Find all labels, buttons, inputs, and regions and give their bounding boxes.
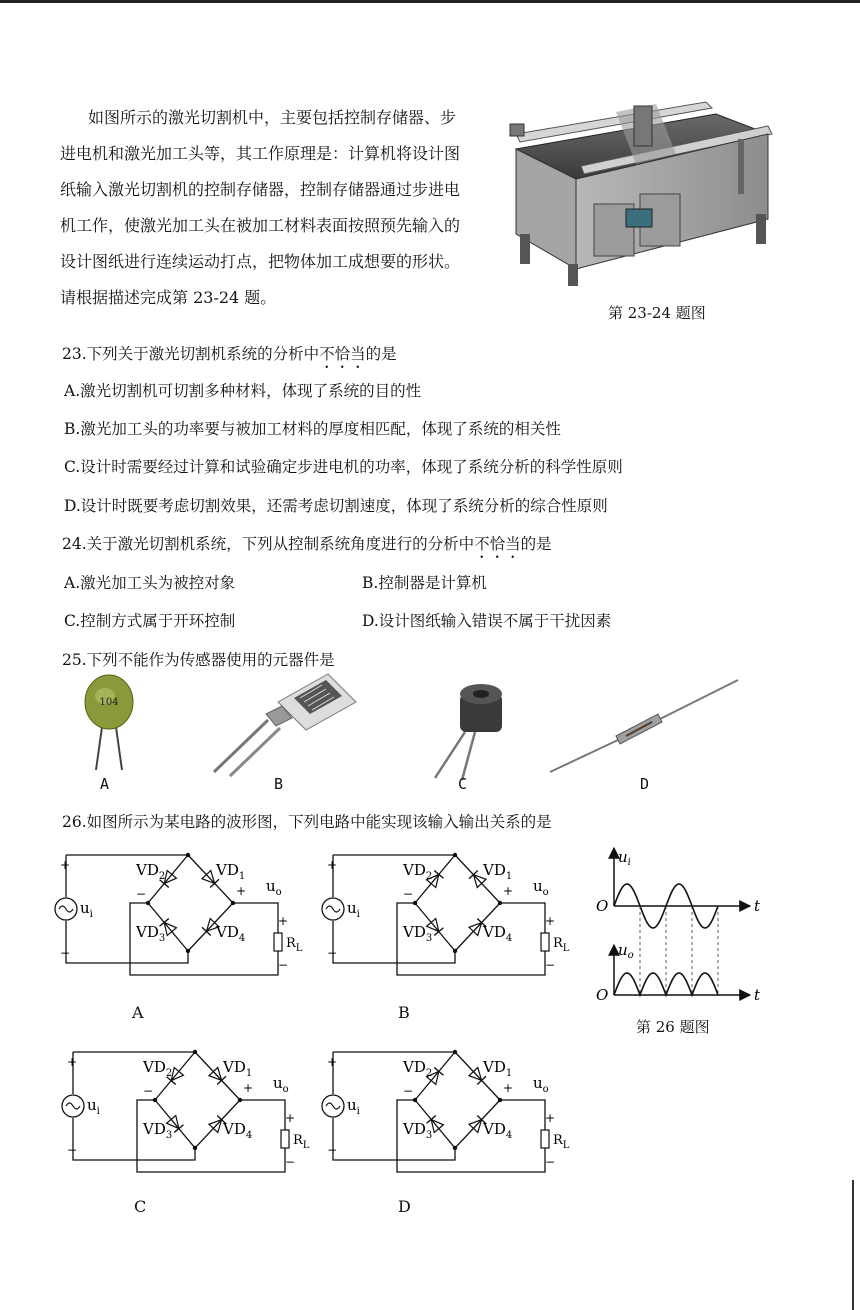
intro-line: 设计图纸进行连续运动打点，把物体加工成想要的形状。 [60,252,461,271]
label-rl: $R_L$ [553,936,570,954]
reed-switch-image [548,676,740,776]
bridge-minus: − [403,1084,414,1098]
node-dot [186,853,190,857]
load-resistor [281,1130,289,1148]
label-vd2: $VD_2$ [136,861,166,882]
node-dot [238,1098,242,1102]
source-plus: + [327,1055,338,1069]
label-vd1: $VD_1$ [483,1058,513,1079]
node-dot [146,901,150,905]
bridge-plus: + [243,1081,254,1095]
q24-option-c: C.控制方式属于开环控制 [64,612,236,630]
output-minus: − [285,1155,296,1169]
output-plus: + [545,1111,556,1125]
q25-label-b: B [274,775,284,793]
source-minus: − [60,946,71,960]
bridge-minus: − [143,1084,154,1098]
intro-line: 请根据描述完成第 23-24 题。 [60,288,277,307]
label-vd4: $VD_4$ [483,923,513,944]
label-rl: $R_L$ [286,936,303,954]
node-dot [498,901,502,905]
question-25-stem: 25.下列不能作为传感器使用的元器件是 [62,651,335,669]
node-dot [193,1050,197,1054]
intro-line: 机工作，使激光加工头在被加工材料表面按照预先输入的 [60,216,461,235]
node-dot [453,853,457,857]
wave-origin-bottom: O [596,986,609,1004]
q25-label-d: D [640,775,650,793]
label-vd1: $VD_1$ [483,861,513,882]
bridge-plus: + [236,884,247,898]
ceramic-capacitor-image [74,672,144,772]
diode-vd2-bar [434,871,443,879]
circuit-a [38,845,303,985]
q26-label-a: A [132,1003,144,1022]
label-vd3: $VD_3$ [403,923,433,944]
bridge-minus: − [403,887,414,901]
label-rl: $R_L$ [553,1133,570,1151]
label-vd4: $VD_4$ [223,1120,253,1141]
label-vd3: $VD_3$ [136,923,166,944]
node-dot [153,1098,157,1102]
wave-ui-label: $u_i$ [618,848,631,868]
node-dot [413,901,417,905]
q26-label-c: C [134,1197,147,1216]
label-vd2: $VD_2$ [403,1058,433,1079]
output-minus: − [545,1155,556,1169]
q23-stem-emphasis: 不恰当 [319,345,366,363]
page-top-border [0,0,860,3]
q24-stem-emphasis: 不恰当 [474,535,521,553]
label-vd4: $VD_4$ [216,923,246,944]
intro-line: 如图所示的激光切割机中，主要包括控制存储器、步 [88,108,457,127]
wire-out-top [500,903,545,933]
wire-out-top [500,1100,545,1130]
question-26-stem: 26.如图所示为某电路的波形图，下列电路中能实现该输入输出关系的是 [62,813,552,831]
load-resistor [274,933,282,951]
laser-cutter-photo [506,94,776,289]
wire-src-bottom [66,921,188,963]
figure-caption-23-24: 第 23-24 题图 [608,304,706,322]
source-minus: − [67,1143,78,1157]
question-24-stem [62,532,552,562]
q23-stem-post: 的是 [365,345,397,363]
diode-vd3-bar [174,1125,183,1133]
humidity-sensor-image [208,672,358,777]
label-uo: $u_o$ [266,877,282,898]
q26-label-b: B [398,1003,410,1022]
label-ui: $u_i$ [80,899,93,920]
intro-line: 纸输入激光切割机的控制存储器，控制存储器通过步进电 [60,180,461,199]
q24-option-a: A.激光加工头为被控对象 [64,574,236,592]
wave-origin-top: O [596,897,609,915]
label-vd1: $VD_1$ [223,1058,253,1079]
label-uo: $u_o$ [273,1074,289,1095]
wave-uo-label: $u_o$ [618,941,634,961]
source-plus: + [60,858,71,872]
q23-option-b: B.激光加工头的功率要与被加工材料的厚度相匹配，体现了系统的相关性 [64,420,561,438]
q23-option-d: D.设计时既要考虑切割效果，还需考虑切割速度，体现了系统分析的综合性原则 [64,497,608,515]
node-dot [193,1146,197,1150]
wave-t-bottom: t [754,986,761,1004]
q24-option-d: D.设计图纸输入错误不属于干扰因素 [362,612,612,630]
diode-vd3-bar [160,919,169,927]
label-rl: $R_L$ [293,1133,310,1151]
circuit-c [45,1042,310,1182]
intro-paragraph [60,100,500,316]
label-ui: $u_i$ [347,899,360,920]
q23-stem-pre: 23.下列关于激光切割机系统的分析中 [62,345,320,363]
label-ui: $u_i$ [87,1096,100,1117]
q24-stem-pre: 24.关于激光切割机系统，下列从控制系统角度进行的分析中 [62,535,475,553]
source-minus: − [327,1143,338,1157]
label-vd2: $VD_2$ [143,1058,173,1079]
figure-caption-26: 第 26 题图 [636,1018,710,1036]
photo-sensor-image [420,672,510,782]
label-uo: $u_o$ [533,877,549,898]
circuit-b [305,845,570,985]
load-resistor [541,933,549,951]
node-dot [186,949,190,953]
label-vd4: $VD_4$ [483,1120,513,1141]
question-23-stem [62,342,397,372]
circuit-d [305,1042,570,1182]
q23-option-a: A.激光切割机可切割多种材料，体现了系统的目的性 [64,382,422,400]
bridge-plus: + [503,1081,514,1095]
intro-line: 进电机和激光加工头等，其工作原理是：计算机将设计图 [60,144,461,163]
output-plus: + [285,1111,296,1125]
diode-vd3-bar [427,1116,436,1124]
label-vd1: $VD_1$ [216,861,246,882]
source-plus: + [67,1055,78,1069]
wire-src-bottom [333,1118,455,1160]
wave-t-top: t [754,897,761,915]
wire-out-top [233,903,278,933]
label-ui: $u_i$ [347,1096,360,1117]
source-minus: − [327,946,338,960]
waveform-figure [588,840,778,1015]
q25-label-a: A [100,775,110,793]
source-plus: + [327,858,338,872]
output-minus: − [545,958,556,972]
q24-option-b: B.控制器是计算机 [362,574,487,592]
capacitor-marking: 104 [99,697,119,708]
node-dot [453,1146,457,1150]
bridge-minus: − [136,887,147,901]
node-dot [498,1098,502,1102]
wire-out-top [240,1100,285,1130]
q24-stem-post: 的是 [520,535,552,553]
q26-label-d: D [398,1197,411,1216]
diode-vd3-bar [434,928,443,936]
label-vd3: $VD_3$ [403,1120,433,1141]
diode-vd2-bar [434,1068,443,1076]
wire-src-bottom [333,921,455,963]
output-plus: + [545,914,556,928]
bridge-plus: + [503,884,514,898]
label-uo: $u_o$ [533,1074,549,1095]
page-right-border [852,1180,854,1310]
label-vd3: $VD_3$ [143,1120,173,1141]
output-minus: − [278,958,289,972]
node-dot [231,901,235,905]
node-dot [453,949,457,953]
label-vd2: $VD_2$ [403,861,433,882]
q23-option-c: C.设计时需要经过计算和试验确定步进电机的功率，体现了系统分析的科学性原则 [64,458,623,476]
wire-src-bottom [73,1118,195,1160]
node-dot [453,1050,457,1054]
output-plus: + [278,914,289,928]
node-dot [413,1098,417,1102]
load-resistor [541,1130,549,1148]
q25-label-c: C [458,775,468,793]
